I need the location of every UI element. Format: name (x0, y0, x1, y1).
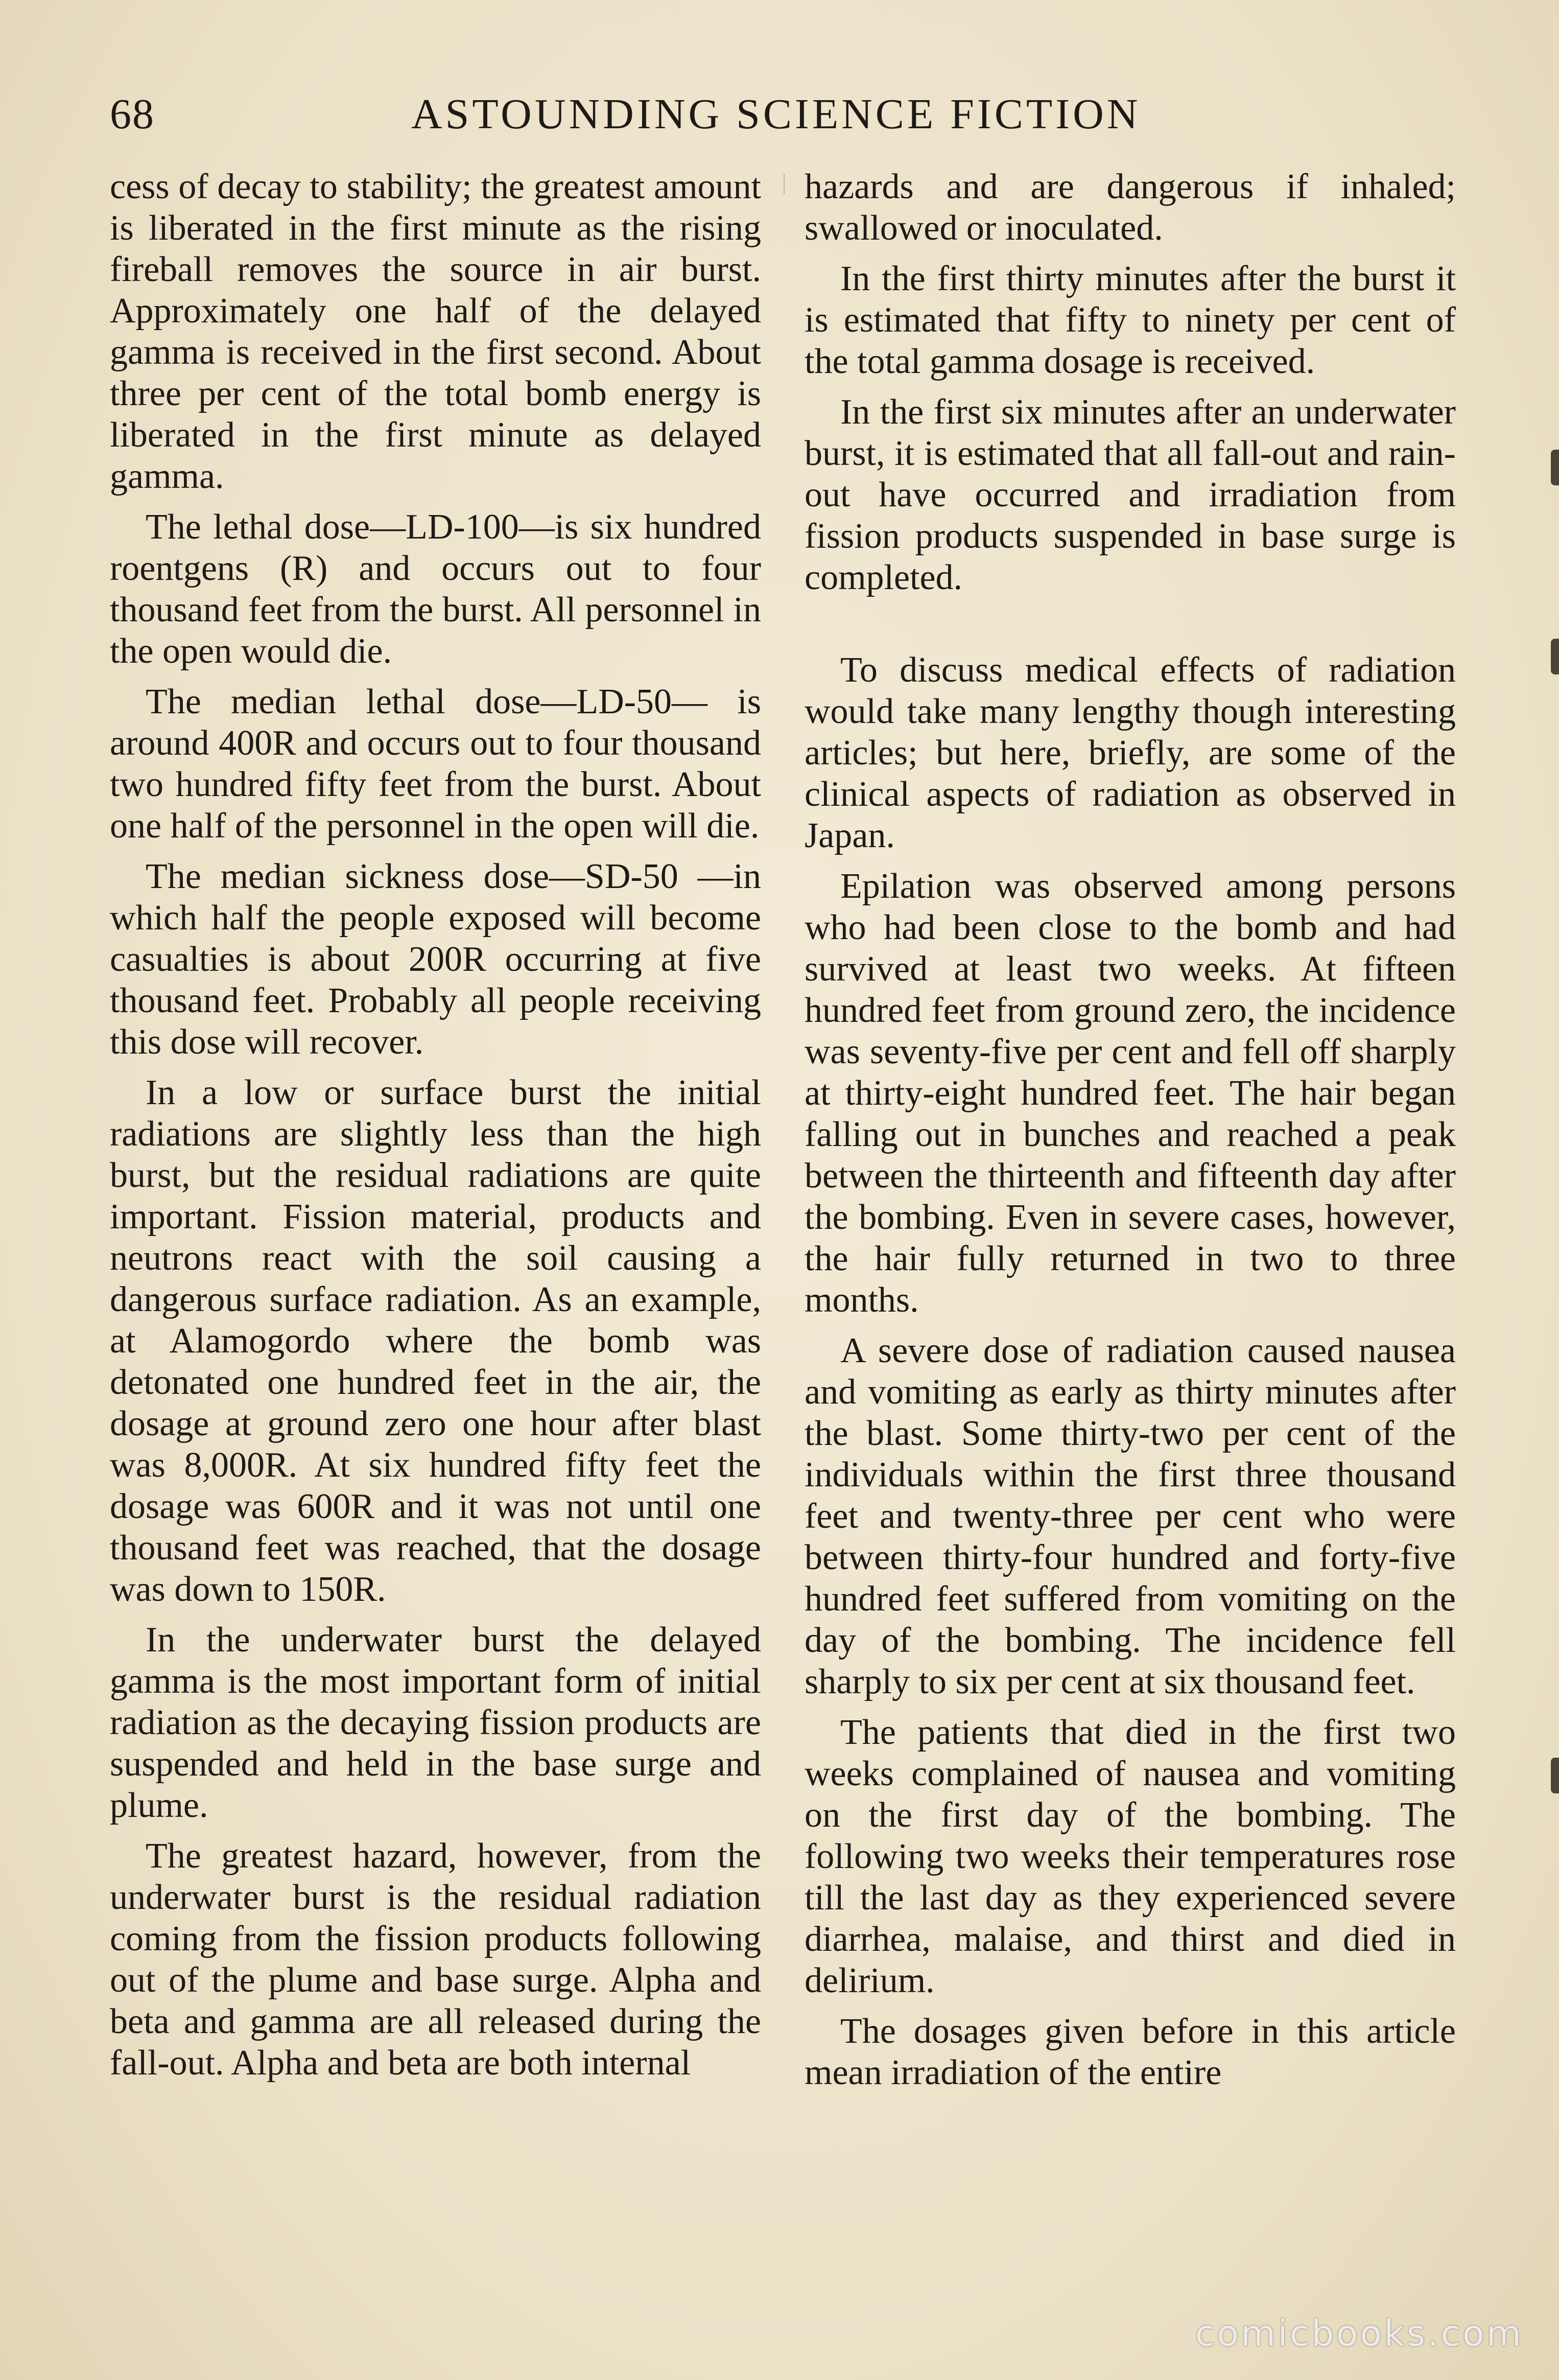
binding-hole-mark (1551, 639, 1559, 674)
paragraph: The median sickness dose—SD-50 —in which half the people exposed will become casualties is about 200R occurring at five thousand feet. Probably all people receiving this dose will recover. (110, 857, 761, 1062)
paragraph: The lethal dose—LD-100—is six hundred roentgens (R) and occurs out to four thousand feet from the burst. All personnel in the open would die. (110, 507, 761, 671)
running-header (110, 89, 1458, 151)
paragraph: The dosages given before in this article mean irradiation of the entire (805, 2012, 1456, 2092)
paragraph: The patients that died in the first two weeks complained of nausea and vomiting on the first day of the bombing. The following two weeks their temperatures rose till the last day as they experienced severe diarrhea, malaise, and thirst and died in delirium. (805, 1713, 1456, 2000)
paragraph: In the first six minutes after an underwater burst, it is estimated that all fall-out and rain-out have occurred and irradiation from fission products suspended in base surge is completed. (805, 392, 1456, 597)
paragraph: Epilation was observed among persons who had been close to the bomb and had survived at least two weeks. At fifteen hundred feet from ground zero, the incidence was seventy-five per cent and fell off sharply at thirty-eight hundred feet. The hair began falling out in bunches and reached a peak between the thirteenth and fifteenth day after the bombing. Even in severe cases, however, the hair fully returned in two to three months. (805, 867, 1456, 1320)
paragraph: A severe dose of radiation caused nausea and vomiting as early as thirty minutes after the blast. Some thirty-two per cent of the individuals within the first three thousand feet and twenty-three per cent who were between thirty-four hundred and forty-five hundred feet suffered from vomiting on the day of the bombing. The incidence fell sharply to six per cent at six thousand feet. (805, 1331, 1456, 1701)
paragraph: In the first thirty minutes after the burst it is estimated that fifty to ninety per cent of the total gamma dosage is received. (805, 259, 1456, 381)
binding-hole-mark (1551, 450, 1559, 485)
paragraph: In a low or surface burst the initial radiations are slightly less than the high burst, but the residual radiations are quite important. Fission material, products and neutrons react with the soil causing a dangerous surface radiation. As an example, at Alamogordo where the bomb was detonated one hundred feet in the air, the dosage at ground zero one hour after blast was 8,000R. At six hundred fifty feet the dosage was 600R and it was not until one thousand feet was reached, that the dosage was down to 150R. (110, 1073, 761, 1609)
paragraph: cess of decay to stability; the greatest amount is liberated in the first minute as the rising fireball removes the source in air burst. Approximately one half of the delayed gamma is received in the first second. About three per cent of the total bomb energy is liberated in the first minute as delayed gamma. (110, 167, 761, 496)
column-divider (784, 174, 785, 194)
paragraph: In the underwater burst the delayed gamma is the most important form of initial radiation as the decaying fission products are suspended and held in the base surge and plume. (110, 1620, 761, 1825)
left-column (110, 166, 761, 2093)
watermark: comicbooks.com (1195, 2313, 1523, 2354)
magazine-title: ASTOUNDING SCIENCE FICTION (411, 90, 1141, 138)
page-number: 68 (110, 90, 155, 138)
paragraph: To discuss medical effects of radiation would take many lengthy though interesting articles; but here, briefly, are some of the clinical aspects of radiation as observed in Japan. (805, 650, 1456, 855)
binding-hole-mark (1551, 1758, 1559, 1793)
right-column (805, 166, 1456, 2103)
paragraph: hazards and are dangerous if inhaled; swallowed or inoculated. (805, 167, 1456, 248)
paragraph: The median lethal dose—LD-50— is around 400R and occurs out to four thousand two hundred fifty feet from the burst. About one half of the personnel in the open will die. (110, 682, 761, 846)
paragraph: The greatest hazard, however, from the underwater burst is the residual radiation coming from the fission products following out of the plume and base surge. Alpha and beta and gamma are all released during the fall-out. Alpha and beta are both internal (110, 1836, 761, 2083)
